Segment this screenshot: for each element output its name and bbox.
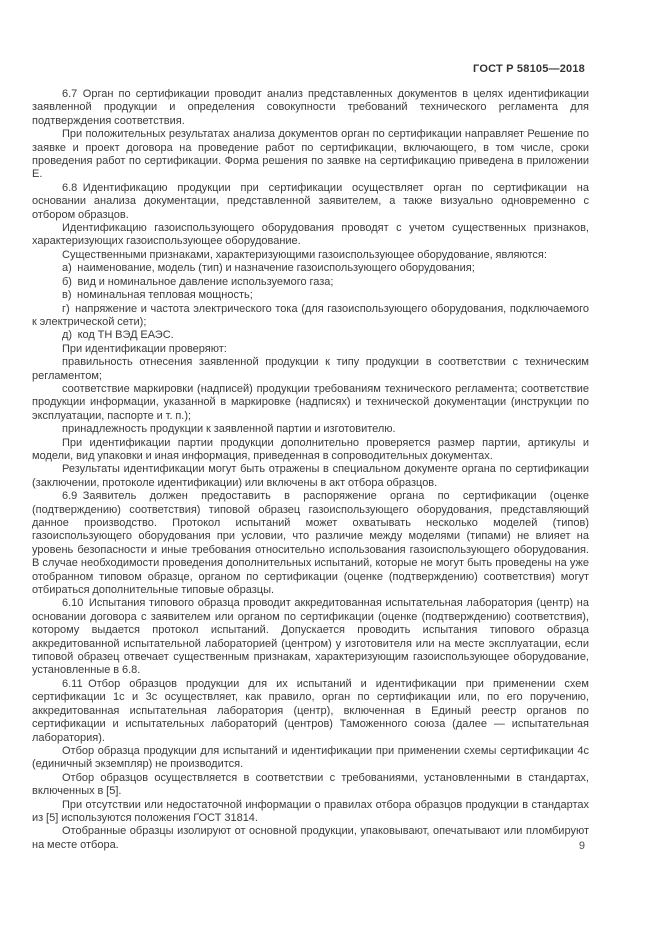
list-item-g: г) напряжение и частота электрического тока (для газоиспользующего оборудования, подключаемого к электрической сети); xyxy=(32,302,589,328)
paragraph: Существенными признаками, характеризующими газоиспользующее оборудование, являются: xyxy=(62,248,547,261)
page-number: 9 xyxy=(578,840,585,852)
paragraph: соответствие маркировки (надписей) продукции требованиям технического регламента; соответствие продукции информации, указанной в маркировке (надписях) и технической документации (инструкции по эксплуатации, паспорте и т. п.); xyxy=(32,382,589,422)
paragraph-6-11: 6.11 Отбор образцов продукции для их испытаний и идентификации при применении схем сертификации 1с и 3с осуществляет, как правило, орган по сертификации или, по его поручению, аккредитованная испытательная лаборатория (центр), включенная в Единый реестр органов по сертификации и испытательных лабораторий (центров) Таможенного союза (далее — испытательная лаборатория). xyxy=(32,677,589,744)
document-code-header: ГОСТ Р 58105—2018 xyxy=(473,63,585,75)
document-body xyxy=(32,88,589,852)
list-item-b: б) вид и номинальное давление используемого газа; xyxy=(62,275,334,288)
list-item-a: а) наименование, модель (тип) и назначение газоиспользующего оборудования; xyxy=(62,262,475,275)
paragraph: Идентификацию газоиспользующего оборудования проводят с учетом существенных признаков, характеризующих газоиспользующее оборудование. xyxy=(32,222,589,248)
paragraph: правильность отнесения заявленной продукции к типу продукции в соответствии с техническим регламентом; xyxy=(32,356,589,382)
paragraph: При отсутствии или недостаточной информации о правилах отбора образцов продукции в стандартах из [5] используются положения ГОСТ 31814. xyxy=(32,798,589,824)
paragraph: Отобранные образцы изолируют от основной продукции, упаковывают, опечатывают или пломбируют на месте отбора. xyxy=(32,825,589,851)
paragraph: При положительных результатах анализа документов орган по сертификации направляет Решение по заявке и проект договора на проведение работ по сертификации, включающего, в том числе, сроки проведения работ по сертификации. Форма решения по заявке на сертификацию приведена в приложении Е. xyxy=(32,128,589,181)
list-item-d: д) код ТН ВЭД ЕАЭС. xyxy=(62,329,174,342)
paragraph: принадлежность продукции к заявленной партии и изготовителю. xyxy=(62,423,396,436)
paragraph-6-10: 6.10 Испытания типового образца проводит аккредитованная испытательная лаборатория (центр) на основании договора с заявителем или органом по сертификации (оценке (подтверждению) соответствия), которому выдается протокол испытаний. Допускается проводить испытания типового образца аккредитованной испытательной лабораторией (центром) у изготовителя или на месте эксплуатации, если типовой образец отвечает существенным признакам, характеризующим газоиспользующее оборудование, установленные в 6.8. xyxy=(32,597,589,677)
paragraph: Отбор образцов осуществляется в соответствии с требованиями, установленными в стандартах, включенных в [5]. xyxy=(32,771,589,798)
paragraph-6-8: 6.8 Идентификацию продукции при сертификации осуществляет орган по сертификации на основании анализа документации, представленной заявителем, а также визуально одновременно с отбором образцов. xyxy=(32,181,589,221)
list-item-v: в) номинальная тепловая мощность; xyxy=(62,289,253,302)
paragraph: При идентификации партии продукции дополнительно проверяется размер партии, артикулы и модели, вид упаковки и иная информация, приведенная в сопроводительных документах. xyxy=(32,436,589,462)
paragraph: При идентификации проверяют: xyxy=(62,342,227,355)
paragraph-6-7: 6.7 Орган по сертификации проводит анализ представленных документов в целях идентификации заявленной продукции и определения совокупности требований технического регламента для подтверждения соответствия. xyxy=(32,88,589,127)
paragraph-6-9: 6.9 Заявитель должен предоставить в распоряжение органа по сертификации (оценке (подтверждению) соответствия) типовой образец газоиспользующего оборудования, представляющий данное производство. Протокол испытаний может охватывать несколько моделей (типов) газоиспользующего оборудования при условии, что различие между моделями (типами) не влияет на уровень безопасности и иные требования относительно использования газоиспользующего оборудования. В случае необходимости проведения дополнительных испытаний, которые не могут быть проведены на уже отобранном типовом образце, органом по сертификации (оценке (подтверждению) соответствия) могут отбираться дополнительные типовые образцы. xyxy=(32,490,589,597)
paragraph: Результаты идентификации могут быть отражены в специальном документе органа по сертификации (заключении, протоколе идентификации) или включены в акт отбора образцов. xyxy=(32,463,589,489)
paragraph: Отбор образца продукции для испытаний и идентификации при применении схемы сертификации 4с (единичный экземпляр) не производится. xyxy=(32,744,589,771)
